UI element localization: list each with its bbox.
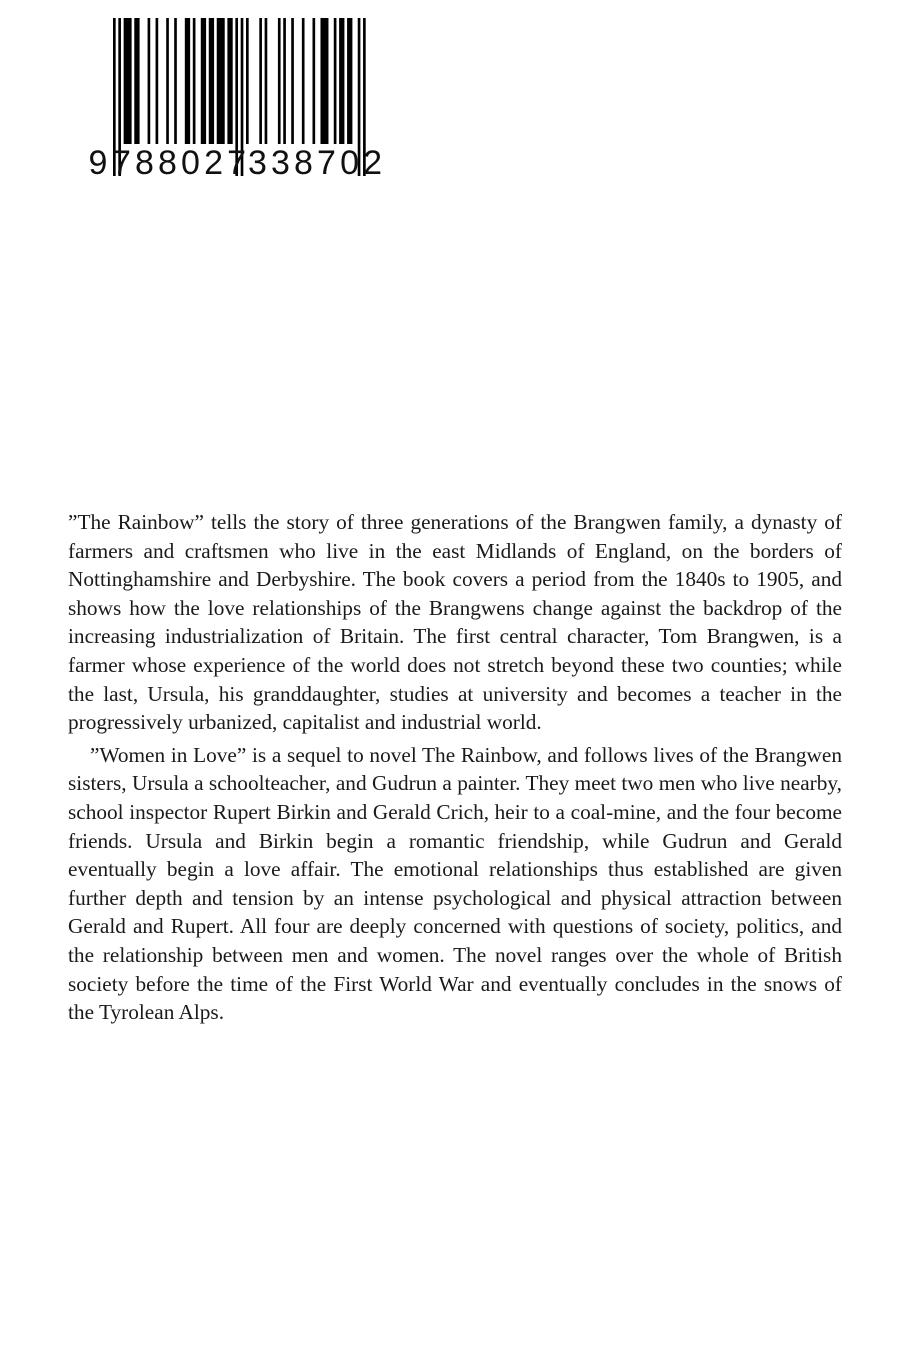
isbn-first-digit: 9 xyxy=(88,144,108,180)
barcode-bar xyxy=(156,18,159,144)
barcode-bar xyxy=(339,18,344,144)
barcode-bar xyxy=(265,18,268,144)
description-paragraph-women-in-love: ”Women in Love” is a sequel to novel The Rainbow, and follows lives of the Brangwen sisters, Ursula a schoolteacher, and Gudrun a painter. They meet two men who live nearby, school inspector Rupert Birkin and Gerald Crich, heir to a coal-mine, and the four become friends. Ursula and Birkin begin a romantic friendship, while Gudrun and Gerald eventually begin a love affair. The emotional relationships thus established are given further depth and tension by an intense psychological and physical attraction between Gerald and Rupert. All four are deeply concerned with questions of society, politics, and the relationship between men and women. The novel ranges over the whole of British society before the time of the First World War and eventually concludes in the snows of the Tyrolean Alps. xyxy=(68,742,842,1025)
barcode-bar xyxy=(334,18,337,144)
barcode-bar xyxy=(320,18,328,144)
barcode-bar xyxy=(313,18,316,144)
description-paragraph-rainbow: ”The Rainbow” tells the story of three generations of the Brangwen family, a dynasty of farmers and craftsmen who live in the east Midlands of England, on the borders of Nottinghamshire and Derbyshire. The book covers a period from the 1840s to 1905, and shows how the love relationships of the Brangwens change against the backdrop of the increasing industrialization of Britain. The first central character, Tom Brangwen, is a farmer whose experience of the world does not stretch beyond these two counties; while the last, Ursula, his granddaughter, studies at university and becomes a teacher in the progressively urbanized, capitalist and industrial world. xyxy=(68,510,842,735)
barcode-bar xyxy=(166,18,169,144)
barcode-bar xyxy=(246,18,249,144)
barcode-bar xyxy=(185,18,190,144)
book-description xyxy=(68,508,842,1027)
barcode-bar xyxy=(209,18,214,144)
isbn-barcode xyxy=(86,16,390,180)
barcode-bar xyxy=(148,18,151,144)
barcode-bar xyxy=(174,18,177,144)
barcode-bar xyxy=(227,18,232,144)
barcode-bar xyxy=(201,18,206,144)
barcode-bar xyxy=(124,18,132,144)
isbn-left-group: 788027 xyxy=(112,144,246,180)
barcode-bar xyxy=(134,18,139,144)
barcode-bar xyxy=(193,18,196,144)
barcode-bar xyxy=(302,18,305,144)
barcode-bar xyxy=(278,18,281,144)
barcode-bar xyxy=(217,18,225,144)
barcode-bar xyxy=(259,18,262,144)
barcode-bar xyxy=(347,18,352,144)
barcode-bar xyxy=(291,18,294,144)
barcode-bar xyxy=(283,18,286,144)
barcode-graphic xyxy=(86,16,390,180)
isbn-right-group: 338702 xyxy=(248,144,382,180)
